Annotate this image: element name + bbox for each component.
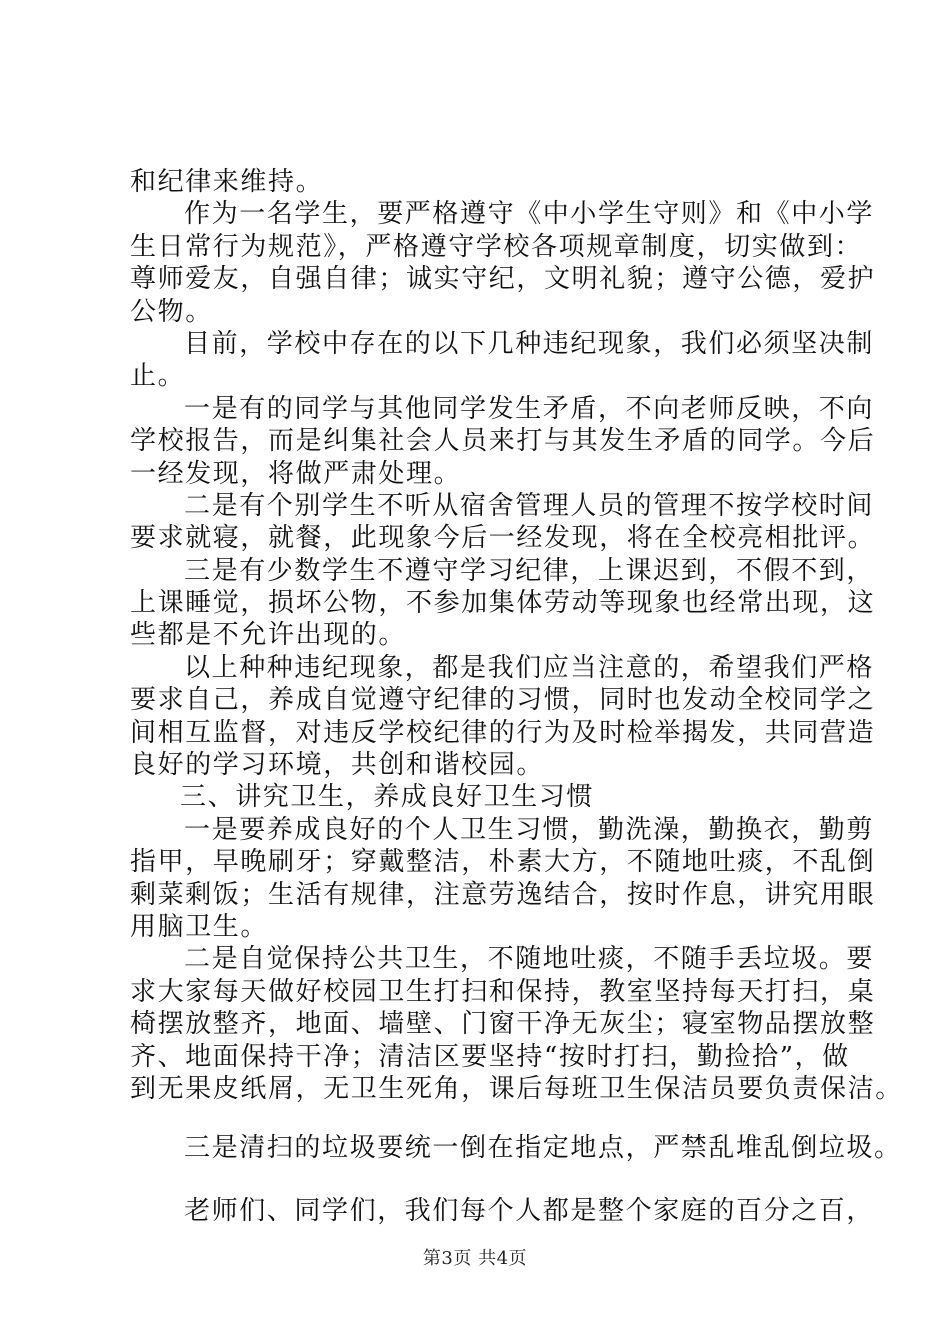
paragraph-line: 和纪律来维持。 xyxy=(130,167,324,197)
paragraph-line: 一经发现，将做严肃处理。 xyxy=(130,458,462,489)
paragraph-line: 二是自觉保持公共卫生，不随地吐痰，不随手丢垃圾。要 xyxy=(184,944,875,975)
paragraph-line: 齐、地面保持干净；清洁区要坚持“按时打扫，勤捡拾”，做 xyxy=(130,1041,850,1072)
paragraph-line: 到无果皮纸屑，无卫生死角，课后每班卫生保洁员要负责保洁。 xyxy=(130,1073,903,1104)
paragraph-line: 三是清扫的垃圾要统一倒在指定地点，严禁乱堆乱倒垃圾。 xyxy=(184,1133,902,1164)
paragraph-line: 椅摆放整齐，地面、墙壁、门窗干净无灰尘；寝室物品摆放整 xyxy=(130,1009,876,1040)
paragraph-line: 要求就寝，就餐，此现象今后一经发现，将在全校亮相批评。 xyxy=(130,523,876,554)
paragraph-line: 指甲，早晚刷牙；穿戴整洁，朴素大方，不随地吐痰，不乱倒 xyxy=(130,847,876,878)
paragraph-line: 公物。 xyxy=(130,296,213,327)
paragraph-line: 良好的学习环境，共创和谐校园。 xyxy=(130,750,545,781)
paragraph-line: 些都是不允许出现的。 xyxy=(130,620,407,651)
body-text xyxy=(130,166,903,1227)
paragraph-line: 目前，学校中存在的以下几种违纪现象，我们必须坚决制 xyxy=(184,328,875,359)
paragraph-line: 要求自己，养成自觉遵守纪律的习惯，同时也发动全校同学之 xyxy=(130,685,876,716)
paragraph-line: 上课睡觉，损坏公物，不参加集体劳动等现象也经常出现，这 xyxy=(130,588,876,619)
paragraph-line: 老师们、同学们，我们每个人都是整个家庭的百分之百， xyxy=(184,1195,875,1226)
paragraph-line: 三是有少数学生不遵守学习纪律，上课迟到，不假不到， xyxy=(184,555,875,586)
paragraph-line: 以上种种违纪现象，都是我们应当注意的，希望我们严格 xyxy=(184,652,875,683)
paragraph-line: 尊师爱友，自强自律；诚实守纪，文明礼貌；遵守公德，爱护 xyxy=(130,264,876,295)
paragraph-line: 一是有的同学与其他同学发生矛盾，不向老师反映，不向 xyxy=(184,393,875,424)
paragraph-line: 求大家每天做好校园卫生打扫和保持，教室坚持每天打扫，桌 xyxy=(130,976,876,1007)
paragraph-line: 二是有个别学生不听从宿舍管理人员的管理不按学校时间 xyxy=(184,490,875,521)
paragraph-line: 学校报告，而是纠集社会人员来打与其发生矛盾的同学。今后 xyxy=(130,426,876,457)
paragraph-line: 用脑卫生。 xyxy=(130,911,269,942)
paragraph-line: 间相互监督，对违反学校纪律的行为及时检举揭发，共同营造 xyxy=(130,717,876,748)
paragraph-line: 止。 xyxy=(130,361,186,392)
paragraph-line: 生日常行为规范》，严格遵守学校各项规章制度，切实做到： xyxy=(130,231,863,262)
section-heading: 三、讲究卫生，养成良好卫生习惯 xyxy=(180,782,595,813)
paragraph-line: 剩菜剩饭；生活有规律，注意劳逸结合，按时作息，讲究用眼 xyxy=(130,879,876,910)
page-number-footer: 第3页 共4页 xyxy=(422,1248,528,1269)
paragraph-line: 作为一名学生，要严格遵守《中小学生守则》和《中小学 xyxy=(184,199,875,230)
paragraph-line: 一是要养成良好的个人卫生习惯，勤洗澡，勤换衣，勤剪 xyxy=(184,814,875,845)
